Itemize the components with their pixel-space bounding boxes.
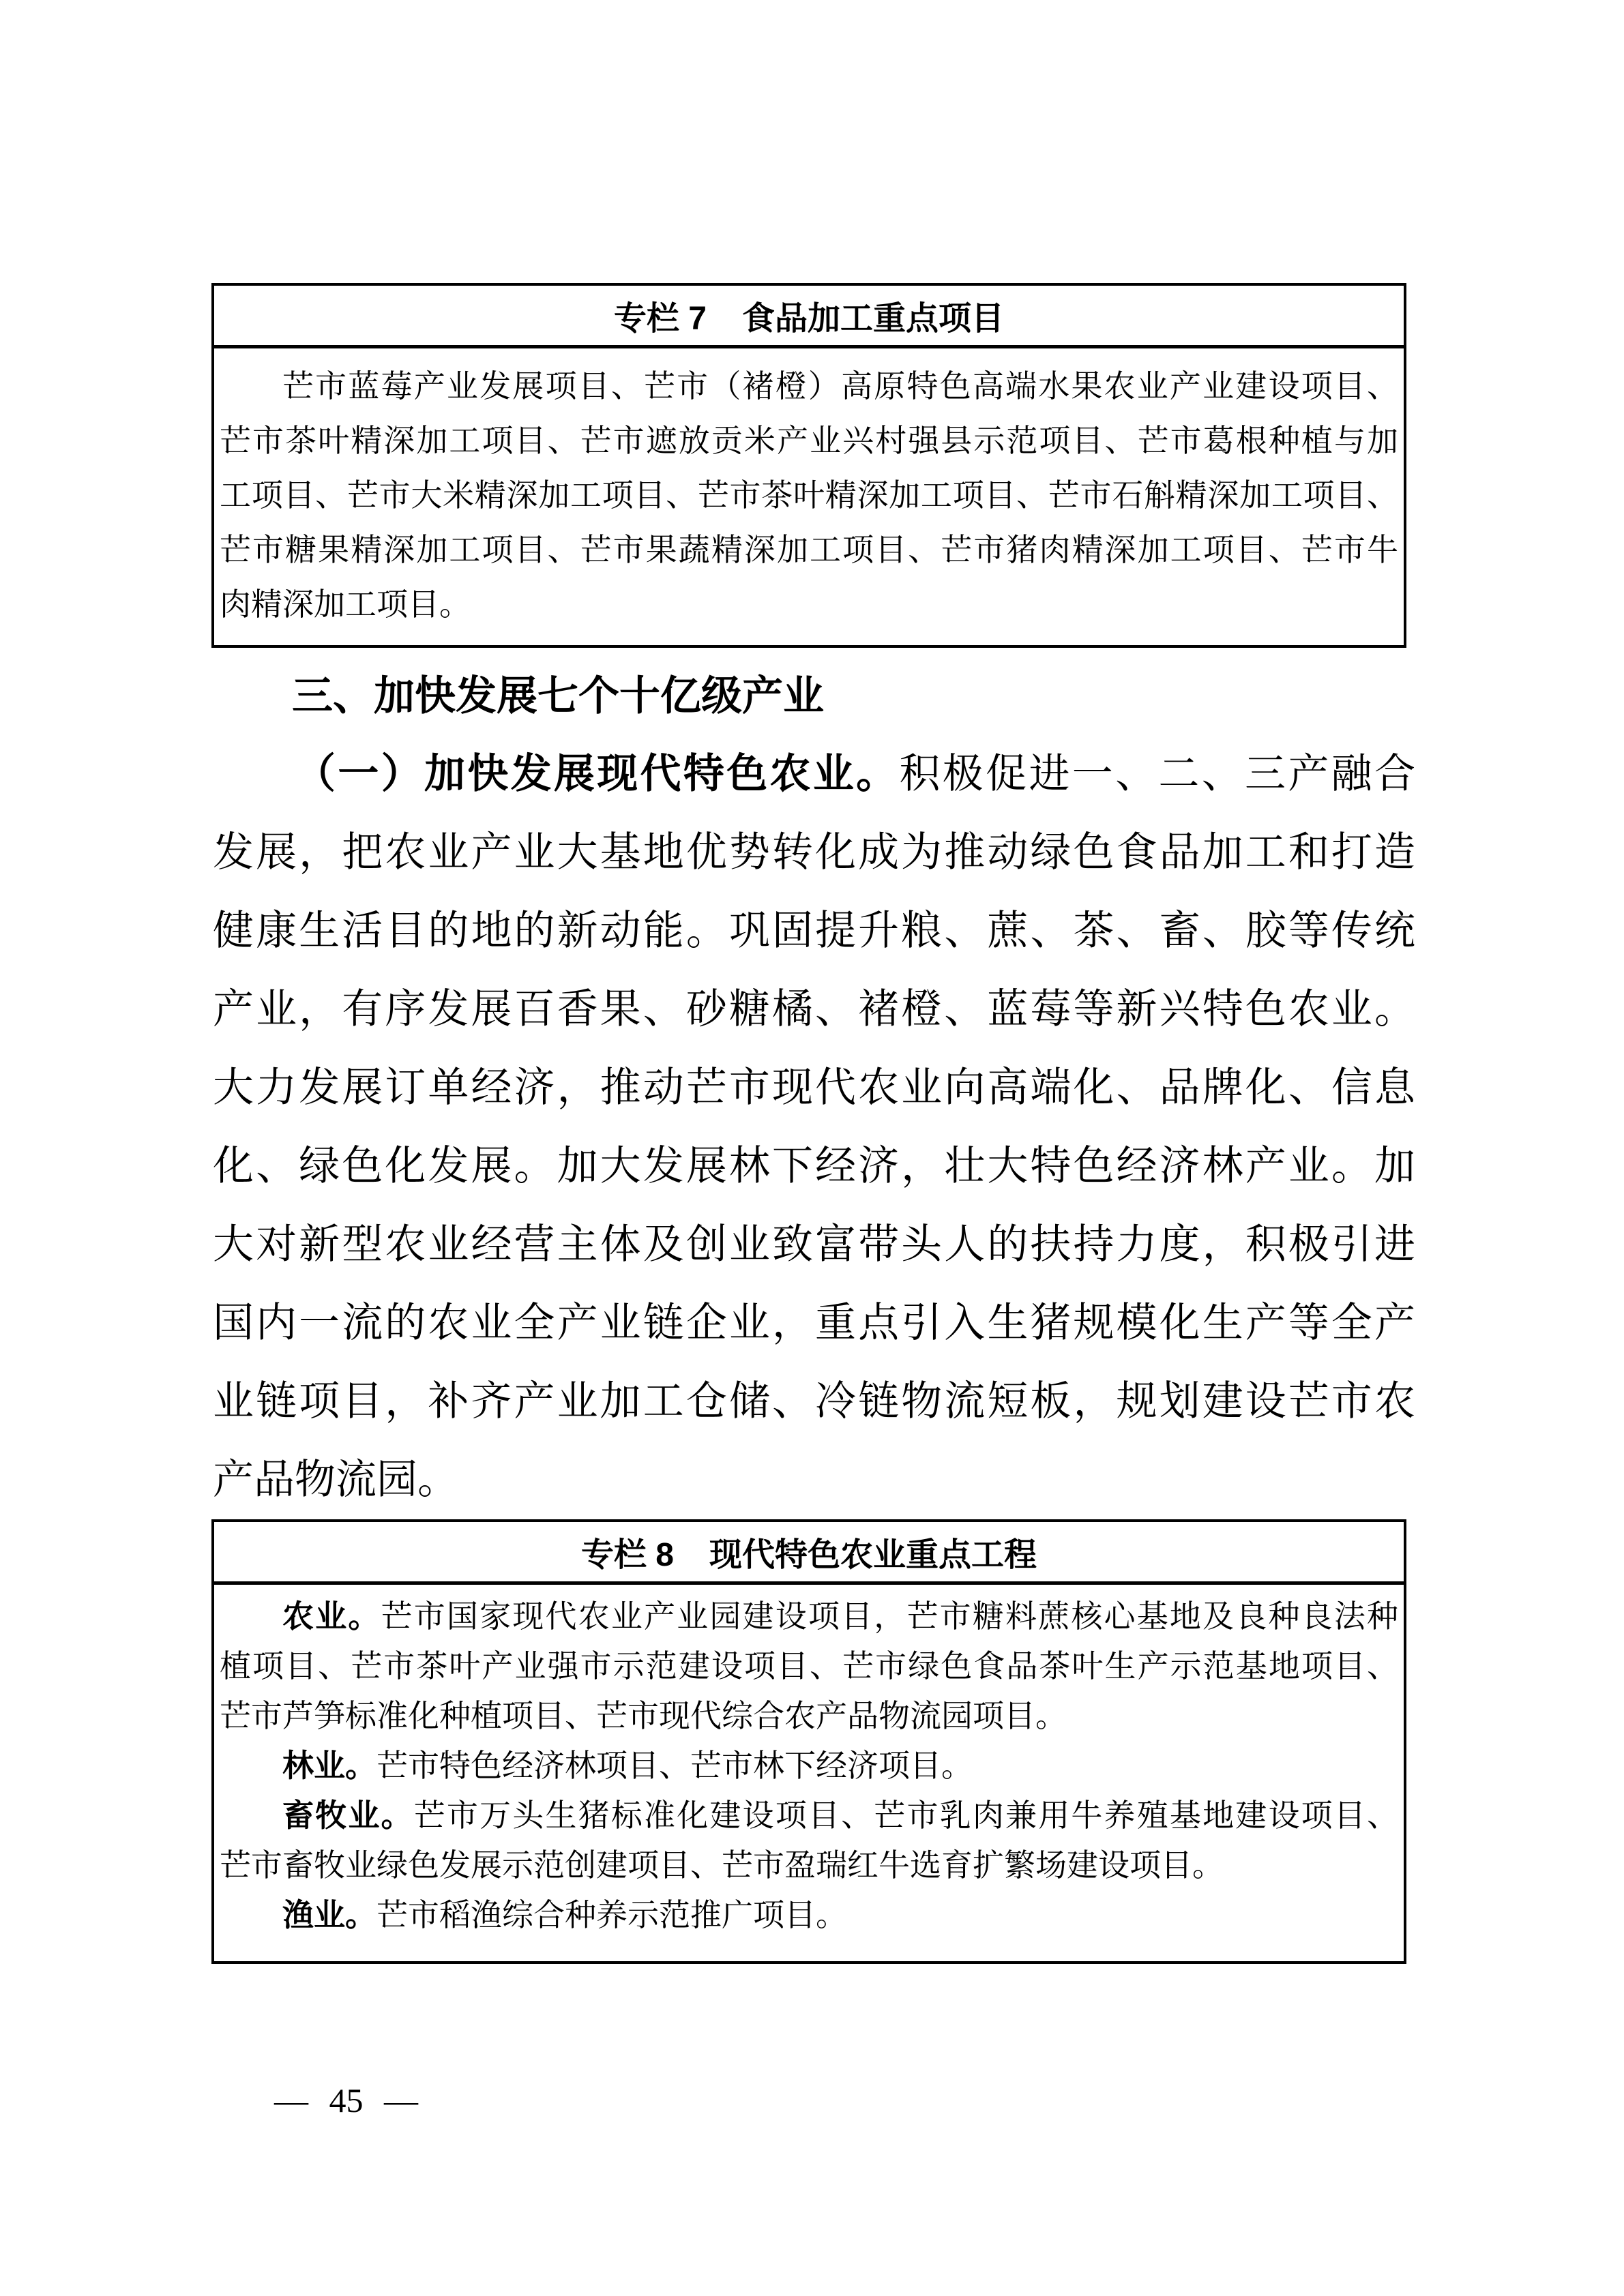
box7-line: 肉精深加工项目。 [220,587,471,622]
fishery-text: 芒市稻渔综合种养示范推广项目。 [377,1898,847,1933]
husbandry-text: 芒市万头生猪标准化建设项目、芒市乳肉兼用牛养殖基地建设项目、 [413,1798,1399,1833]
paragraph-line: 产业，有序发展百香果、砂糖橘、褚橙、蓝莓等新兴特色农业。 [213,987,1415,1032]
paragraph-line: 发展，把农业产业大基地优势转化成为推动绿色食品加工和打造 [213,830,1415,875]
box7-line: 芒市糖果精深加工项目、芒市果蔬精深加工项目、芒市猪肉精深加工项目、芒市牛 [220,533,1398,567]
box8-fishery-line [220,1890,1398,1940]
paragraph-line [213,735,1415,814]
paragraph-line: 产品物流园。 [213,1457,458,1502]
paragraph-line: 化、绿色化发展。加大发展林下经济，壮大特色经济林产业。加 [213,1144,1415,1189]
column-box-8-body [214,1585,1404,1940]
column-box-7-body [214,348,1404,632]
column-box-7-header [214,286,1404,348]
forestry-text: 芒市特色经济林项目、芒市林下经济项目。 [377,1748,973,1783]
page-number: — 45 — [274,2081,418,2119]
body-paragraph [213,735,1415,1519]
column-box-7 [211,283,1406,648]
box8-agriculture-line: 芒市芦笋标准化种植项目、芒市现代综合农产品物流园项目。 [220,1699,1067,1733]
column-box-7-title: 食品加工重点项目 [742,301,1005,337]
section-heading: 三、加快发展七个十亿级产业 [292,673,824,719]
box8-husbandry-line [220,1791,1398,1840]
agriculture-label: 农业。 [282,1599,381,1634]
agriculture-text: 芒市国家现代农业产业园建设项目，芒市糖料蔗核心基地及良种良法种 [381,1599,1399,1634]
column-box-8-label: 专栏 8 [580,1537,675,1573]
box7-line: 芒市蓝莓产业发展项目、芒市（褚橙）高原特色高端水果农业产业建设项目、 [282,369,1398,404]
forestry-label: 林业。 [282,1748,377,1783]
paragraph-line: 国内一流的农业全产业链企业，重点引入生猪规模化生产等全产 [213,1300,1415,1345]
column-box-8-header [214,1522,1404,1585]
box8-agriculture-line [220,1592,1398,1641]
box7-line: 芒市茶叶精深加工项目、芒市遮放贡米产业兴村强县示范项目、芒市葛根种植与加 [220,423,1398,458]
box8-husbandry-line: 芒市畜牧业绿色发展示范创建项目、芒市盈瑞红牛选育扩繁场建设项目。 [220,1848,1224,1883]
husbandry-label: 畜牧业。 [282,1798,414,1833]
paragraph-line: 大对新型农业经营主体及创业致富带头人的扶持力度，积极引进 [213,1222,1415,1267]
box7-line: 工项目、芒市大米精深加工项目、芒市茶叶精深加工项目、芒市石斛精深加工项目、 [220,478,1398,513]
column-box-8 [211,1519,1406,1964]
paragraph-lead: （一）加快发展现代特色农业。 [295,751,900,796]
paragraph-line-text: 积极促进一、二、三产融合 [899,751,1416,796]
column-box-8-title: 现代特色农业重点工程 [709,1537,1037,1573]
paragraph-line: 大力发展订单经济，推动芒市现代农业向高端化、品牌化、信息 [213,1065,1415,1110]
fishery-label: 渔业。 [282,1898,377,1933]
paragraph-line: 业链项目，补齐产业加工仓储、冷链物流短板，规划建设芒市农 [213,1379,1415,1424]
box8-forestry-line [220,1741,1398,1791]
box8-agriculture-line: 植项目、芒市茶叶产业强市示范建设项目、芒市绿色食品茶叶生产示范基地项目、 [220,1649,1398,1684]
paragraph-line: 健康生活目的地的新动能。巩固提升粮、蔗、茶、畜、胶等传统 [213,908,1415,953]
column-box-7-label: 专栏 7 [613,301,707,337]
